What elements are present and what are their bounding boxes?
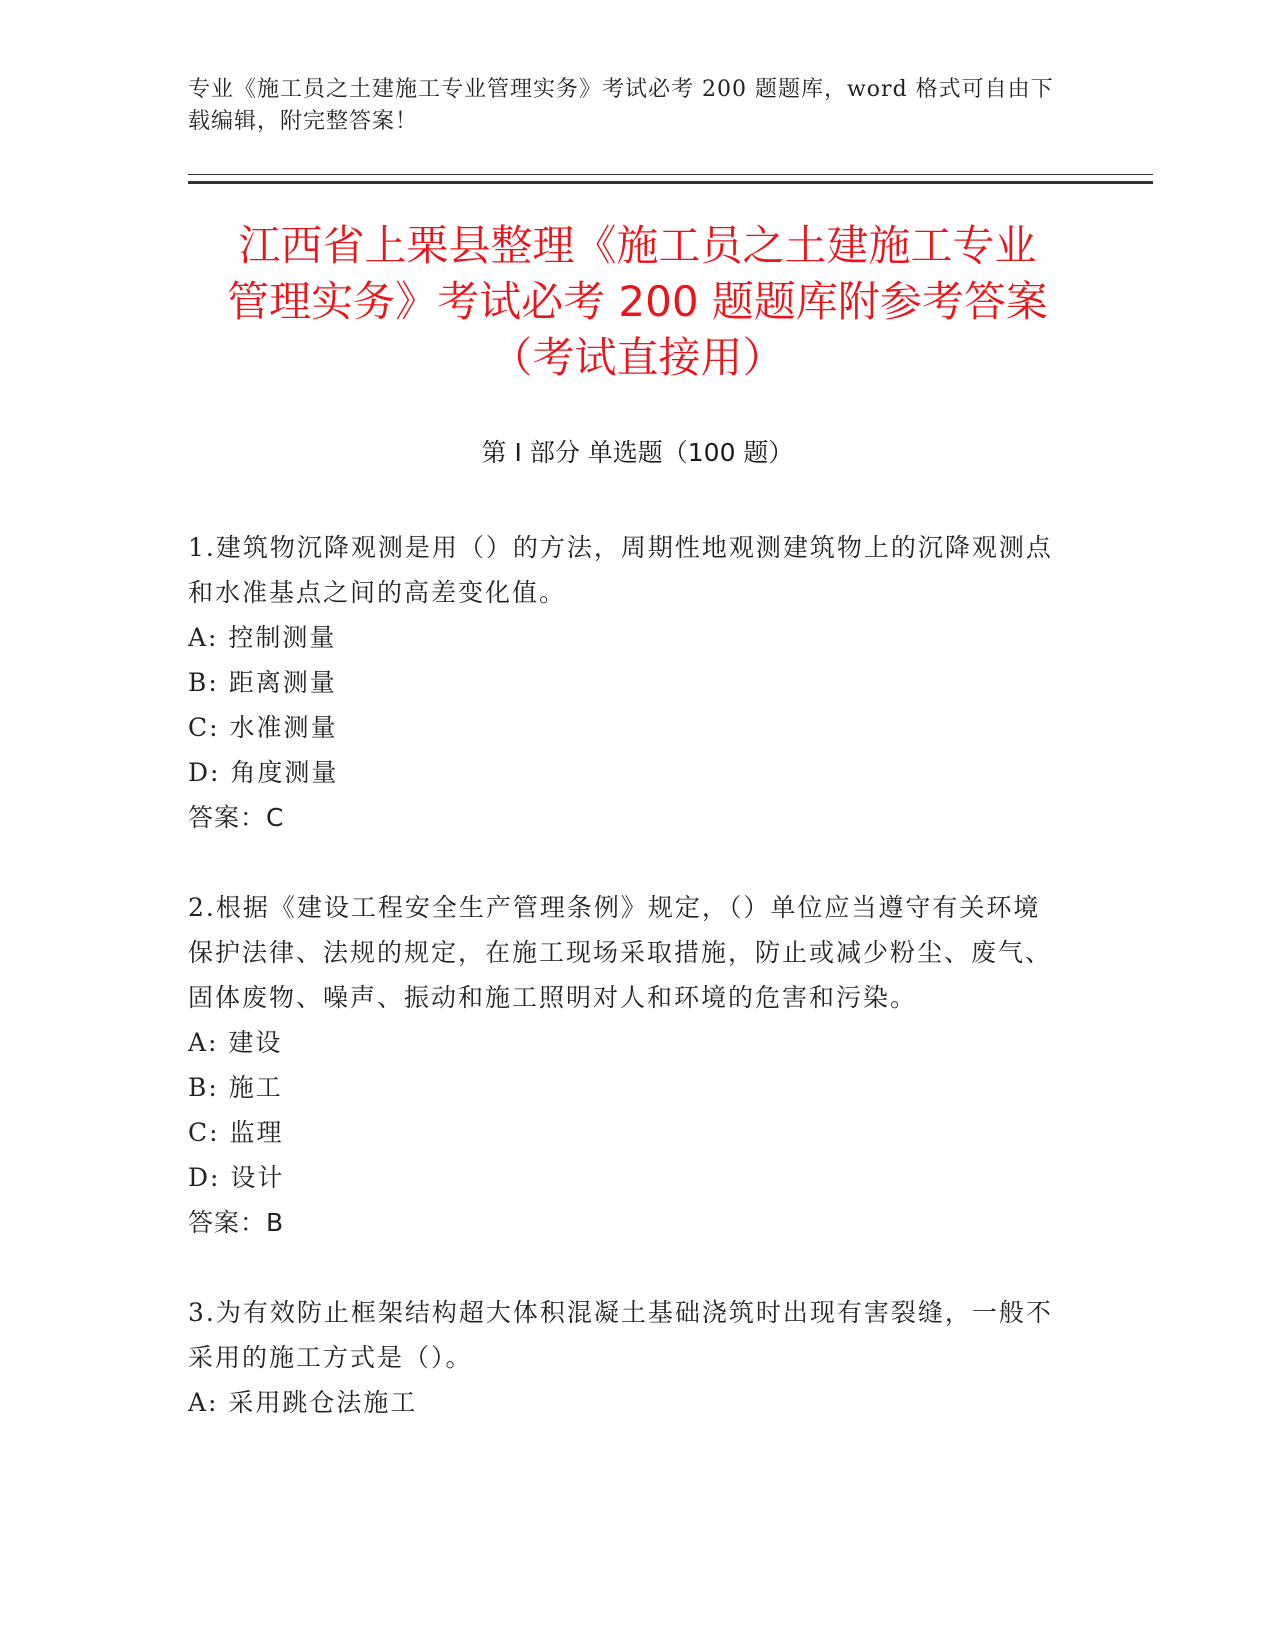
option-d: D: 设计 (188, 1163, 285, 1192)
section-title: 第 I 部分 单选题（100 题） (481, 438, 794, 467)
header-divider-thick (188, 181, 1153, 184)
question-text: 2.根据《建设工程安全生产管理条例》规定，（）单位应当遵守有关环境保护法律、法规的规定，在施工现场采取措施，防止或减少粉尘、废气、固体废物、噪声、振动和施工照明对人和环境的危害和污染。 (188, 893, 1053, 1012)
header-divider-thin (188, 174, 1153, 175)
option-c: C: 水准测量 (188, 713, 338, 742)
question-3 (188, 1290, 1058, 1425)
option-a: A: 采用跳仓法施工 (188, 1388, 418, 1417)
document-title (150, 218, 1125, 386)
question-list (188, 525, 1058, 1470)
question-text: 3.为有效防止框架结构超大体积混凝土基础浇筑时出现有害裂缝，一般不采用的施工方式是（）。 (188, 1298, 1053, 1372)
option-d: D: 角度测量 (188, 758, 339, 787)
question-1 (188, 525, 1058, 840)
title-line-2: 管理实务》考试必考 200 题题库附参考答案 (227, 277, 1048, 326)
option-a: A: 建设 (188, 1028, 283, 1057)
title-line-3: （考试直接用） (490, 333, 785, 382)
answer-line: 答案：C (188, 803, 285, 832)
option-b: B: 施工 (188, 1073, 283, 1102)
header-note: 专业《施工员之土建施工专业管理实务》考试必考 200 题题库，word 格式可自由下载编辑，附完整答案！ (188, 77, 1054, 134)
option-a: A: 控制测量 (188, 623, 337, 652)
question-2 (188, 885, 1058, 1245)
title-line-1: 江西省上栗县整理《施工员之土建施工专业 (238, 221, 1037, 270)
answer-line: 答案：B (188, 1208, 285, 1237)
option-b: B: 距离测量 (188, 668, 337, 697)
question-text: 1.建筑物沉降观测是用（）的方法，周期性地观测建筑物上的沉降观测点和水准基点之间的高差变化值。 (188, 533, 1053, 607)
option-c: C: 监理 (188, 1118, 284, 1147)
